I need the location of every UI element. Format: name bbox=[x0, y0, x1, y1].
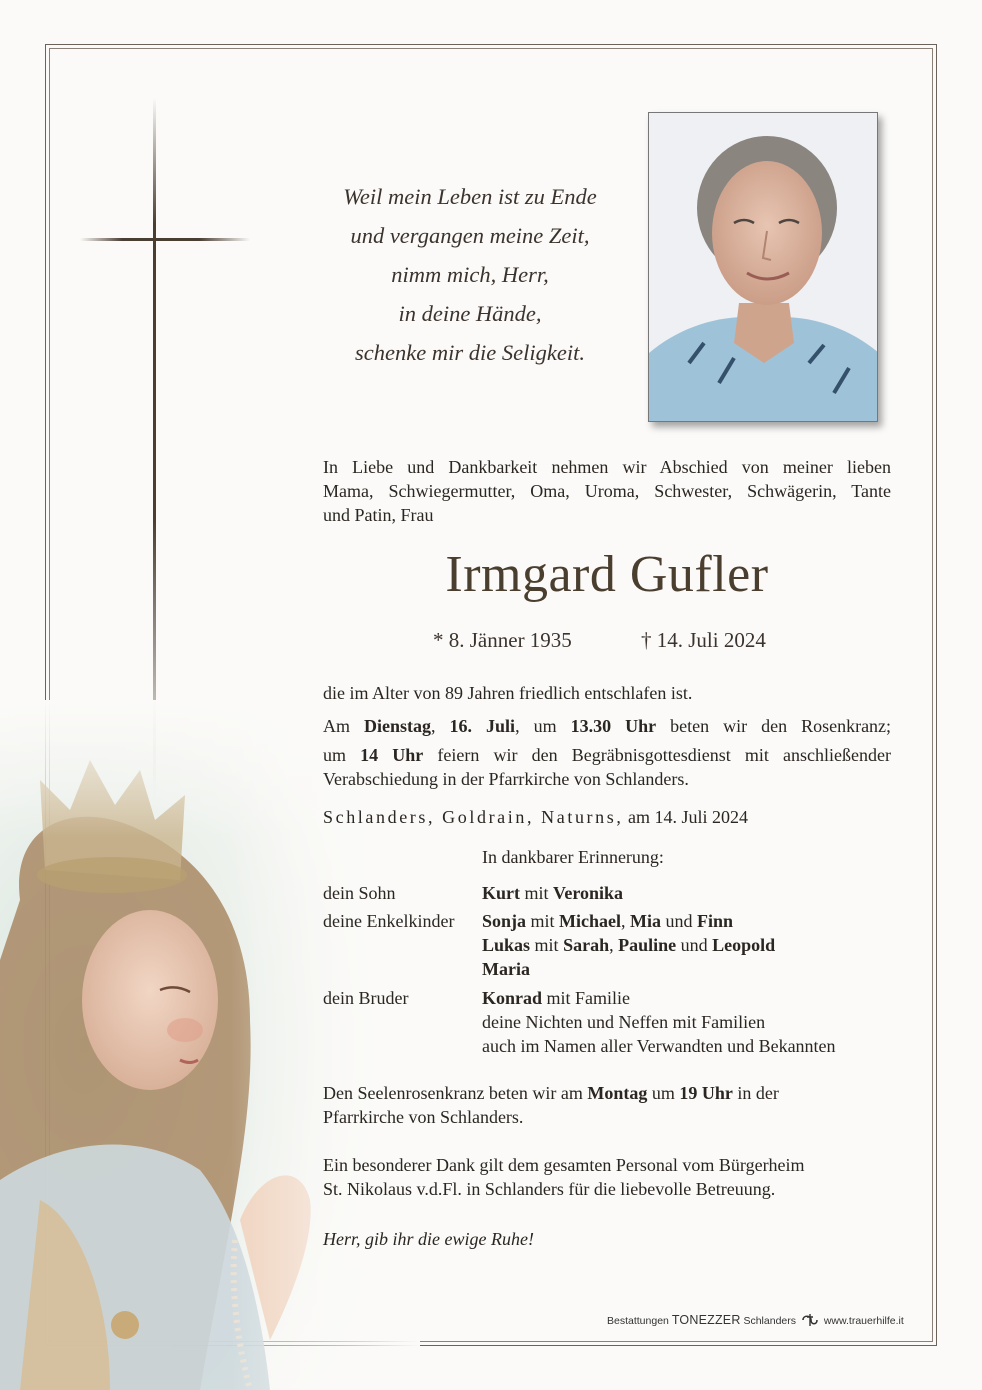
grandchildren-label: deine Enkelkinder bbox=[323, 911, 455, 931]
funeral-line-2: Verabschiedung in der Pfarrkirche von Schlanders. bbox=[323, 769, 689, 789]
brother-entry: Konrad mit Familie bbox=[482, 988, 631, 1008]
footer-website[interactable]: www.trauerhilfe.it bbox=[823, 1315, 904, 1327]
intro-line: In Liebe und Dankbarkeit nehmen wir Abschied von meiner lieben bbox=[323, 457, 891, 477]
footer-prefix: Bestattungen bbox=[607, 1315, 669, 1327]
relatives-line: auch im Namen aller Verwandten und Bekannten bbox=[482, 1036, 836, 1056]
poem-line: Weil mein Leben ist zu Ende bbox=[343, 184, 597, 209]
footer-town: Schlanders bbox=[743, 1315, 796, 1327]
intro-line: und Patin, Frau bbox=[323, 505, 434, 525]
brother-label: dein Bruder bbox=[323, 988, 409, 1008]
poem-line: und vergangen meine Zeit, bbox=[350, 223, 590, 248]
grandchildren-line-3: Maria bbox=[482, 959, 530, 979]
trauerhilfe-logo-icon bbox=[801, 1313, 819, 1330]
footer-brand: TONEZZER bbox=[671, 1313, 741, 1327]
cross-icon-horizontal bbox=[80, 238, 250, 241]
death-date: † 14. Juli 2024 bbox=[641, 628, 766, 652]
cross-icon-vertical bbox=[153, 98, 156, 798]
intro-line: Mama, Schwiegermutter, Oma, Uroma, Schwester, Schwägerin, Tante bbox=[323, 481, 891, 501]
footer bbox=[607, 1313, 904, 1330]
thanks-line-2: St. Nikolaus v.d.Fl. in Schlanders für die liebevolle Betreuung. bbox=[323, 1179, 776, 1199]
grandchildren-line-1: Sonja mit Michael, Mia und Finn bbox=[482, 911, 734, 931]
age-line: die im Alter von 89 Jahren friedlich entschlafen ist. bbox=[323, 683, 693, 703]
poem bbox=[300, 177, 640, 372]
poem-line: schenke mir die Seligkeit. bbox=[355, 340, 585, 365]
soul-rosary-line: Den Seelenrosenkranz beten wir am Montag um 19 Uhr in der bbox=[323, 1083, 779, 1103]
poem-line: nimm mich, Herr, bbox=[391, 262, 549, 287]
soul-rosary-line-2: Pfarrkirche von Schlanders. bbox=[323, 1107, 524, 1127]
portrait-photo bbox=[648, 112, 878, 422]
son-label: dein Sohn bbox=[323, 883, 396, 903]
birth-date: * 8. Jänner 1935 bbox=[433, 628, 572, 652]
intro-text bbox=[323, 455, 891, 527]
nieces-line: deine Nichten und Neffen mit Familien bbox=[482, 1012, 766, 1032]
remembrance-heading: In dankbarer Erinnerung: bbox=[482, 847, 664, 867]
thanks-line-1: Ein besonderer Dank gilt dem gesamten Personal vom Bürgerheim bbox=[323, 1155, 805, 1175]
deceased-name: Irmgard Gufler bbox=[445, 546, 769, 603]
closing-prayer: Herr, gib ihr die ewige Ruhe! bbox=[323, 1229, 534, 1249]
funeral-line: um 14 Uhr feiern wir den Begräbnisgottesdienst mit anschließender bbox=[323, 745, 891, 765]
rosary-line: Am Dienstag, 16. Juli, um 13.30 Uhr beten wir den Rosenkranz; bbox=[323, 716, 892, 736]
madonna-illustration bbox=[0, 700, 420, 1390]
grandchildren-line-2: Lukas mit Sarah, Pauline und Leopold bbox=[482, 935, 776, 955]
poem-line: in deine Hände, bbox=[398, 301, 542, 326]
son-entry: Kurt mit Veronika bbox=[482, 883, 624, 903]
place-date-line: Schlanders, Goldrain, Naturns, am 14. Juli 2024 bbox=[323, 807, 748, 827]
